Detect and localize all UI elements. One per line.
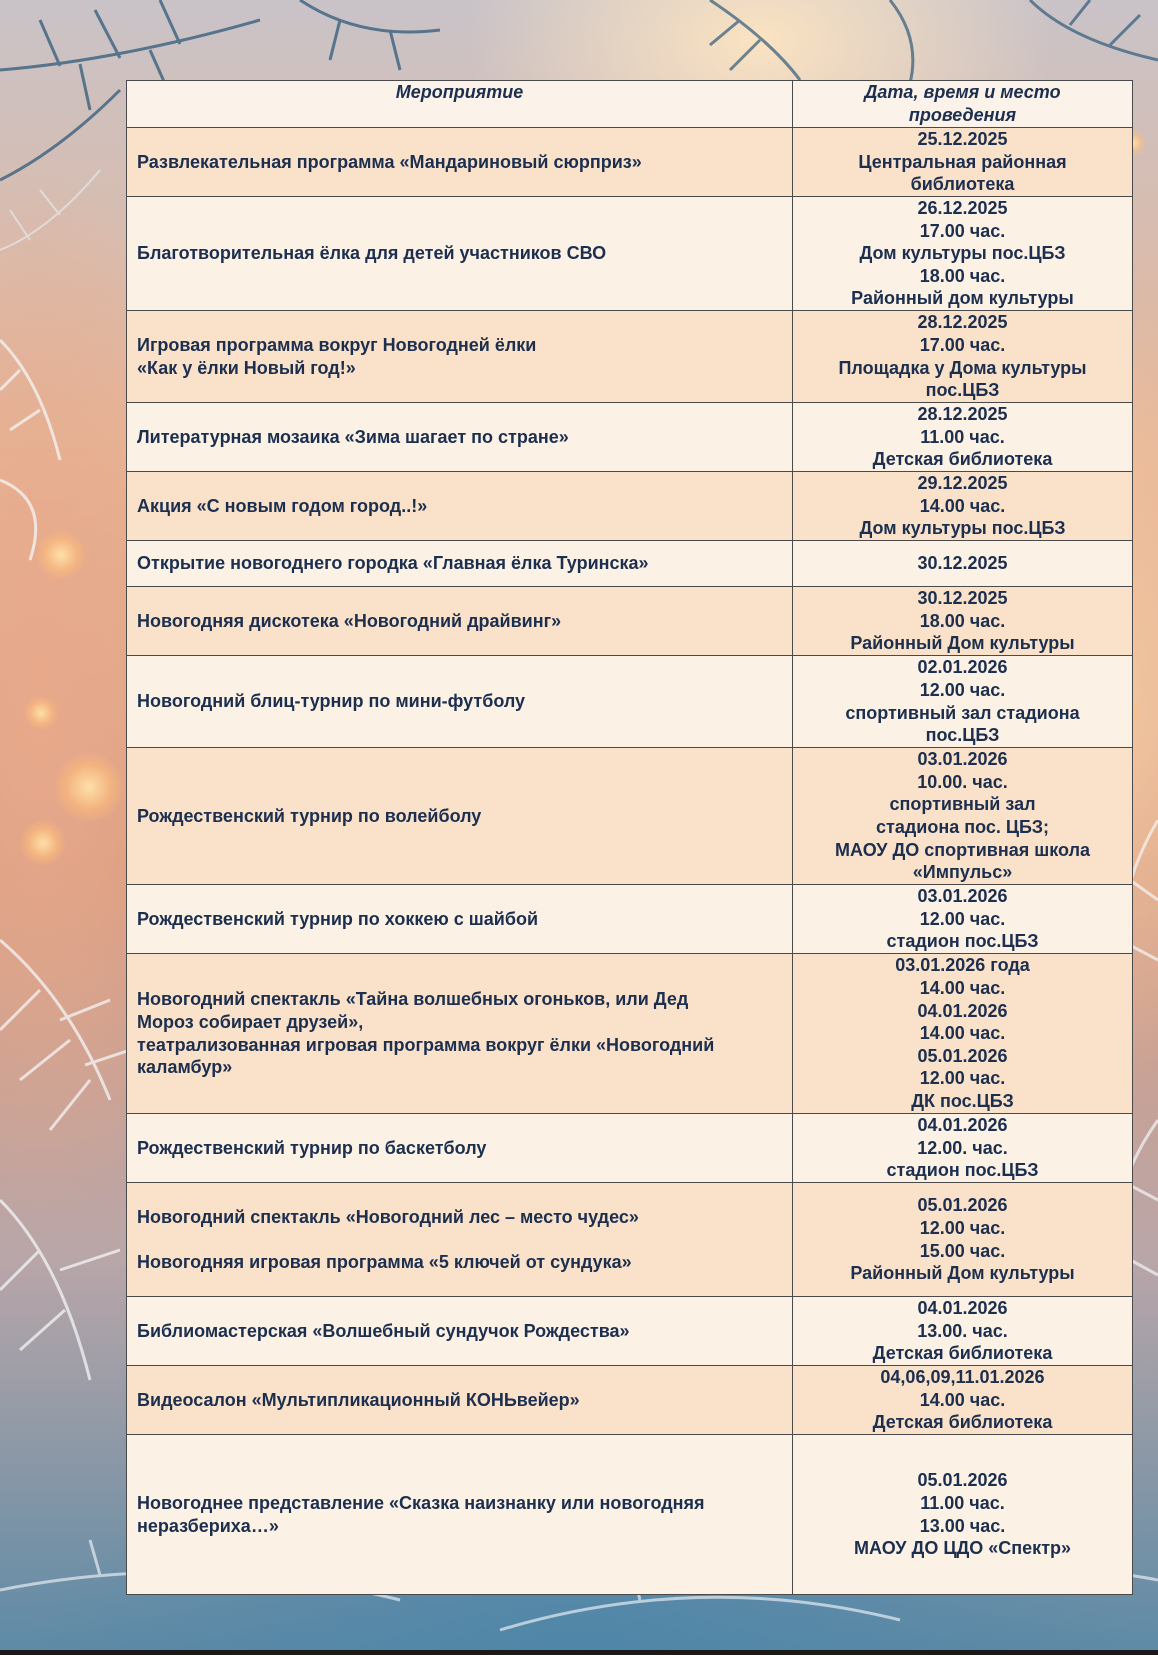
date-place-line: 12.00. час.: [917, 1137, 1008, 1158]
event-line: Благотворительная ёлка для детей участников СВО: [137, 243, 607, 264]
date-place-line: 11.00 час.: [920, 426, 1005, 447]
date-place-line: 12.00 час.: [919, 908, 1006, 929]
event-line: Библиомастерская «Волшебный сундучок Рождества»: [137, 1320, 630, 1341]
event-line: каламбур»: [137, 1057, 233, 1078]
date-place-cell: [793, 587, 1133, 656]
event-line: [137, 1229, 782, 1251]
event-line: Рождественский турнир по баскетболу: [137, 1137, 487, 1158]
event-cell: [127, 885, 793, 954]
bottom-edge: [0, 1650, 1158, 1655]
date-place-line: 14.00 час.: [919, 495, 1006, 516]
table-row: [127, 472, 1133, 541]
bokeh-light: [20, 820, 66, 866]
date-place-line: Детская библиотека: [872, 1412, 1053, 1433]
date-place-line: 18.00 час.: [919, 265, 1006, 286]
header-when-line: Дата, время и место: [864, 82, 1061, 103]
date-place-line: Районный Дом культуры: [850, 633, 1075, 654]
date-place-cell: [793, 541, 1133, 587]
header-event: [127, 81, 793, 128]
date-place-line: 14.00 час.: [919, 1389, 1006, 1410]
table-row: [127, 311, 1133, 403]
date-place-line: 17.00 час.: [919, 220, 1006, 241]
date-place-cell: [793, 311, 1133, 403]
date-place-line: Центральная районная: [858, 151, 1067, 172]
event-cell: [127, 954, 793, 1114]
date-place-line: МАОУ ДО спортивная школа: [834, 839, 1091, 860]
bokeh-light: [24, 696, 58, 730]
bokeh-light: [54, 752, 124, 822]
date-place-line: 28.12.2025: [917, 312, 1008, 333]
bokeh-light: [36, 530, 86, 580]
date-place-cell: [793, 1297, 1133, 1366]
event-line: неразбериха…»: [137, 1515, 279, 1536]
date-place-line: 05.01.2026: [917, 1470, 1008, 1491]
event-cell: [127, 311, 793, 403]
date-place-line: 25.12.2025: [917, 129, 1008, 150]
header-when-line: проведения: [908, 105, 1017, 125]
date-place-line: Детская библиотека: [872, 449, 1053, 470]
event-line: Открытие новогоднего городка «Главная ёлка Туринска»: [137, 553, 649, 574]
event-line: Развлекательная программа «Мандариновый сюрприз»: [137, 151, 642, 172]
event-cell: [127, 587, 793, 656]
event-line: Новогодний блиц-турнир по мини-футболу: [137, 691, 526, 712]
event-line: Новогодний спектакль «Новогодний лес – место чудес»: [137, 1206, 639, 1227]
date-place-line: библиотека: [910, 174, 1015, 195]
date-place-line: 02.01.2026: [917, 657, 1008, 678]
date-place-cell: [793, 656, 1133, 748]
table-row: [127, 885, 1133, 954]
date-place-cell: [793, 1114, 1133, 1183]
date-place-line: 15.00 час.: [919, 1240, 1006, 1261]
date-place-line: 29.12.2025: [917, 473, 1008, 494]
date-place-line: «Импульс»: [912, 862, 1013, 883]
date-place-line: ДК пос.ЦБЗ: [911, 1090, 1014, 1111]
table-row: [127, 748, 1133, 885]
date-place-line: Площадка у Дома культуры: [838, 357, 1087, 378]
date-place-line: Дом культуры пос.ЦБЗ: [859, 243, 1066, 264]
date-place-line: 26.12.2025: [917, 198, 1008, 219]
date-place-line: 04.01.2026: [917, 1298, 1008, 1319]
date-place-line: стадион пос.ЦБЗ: [886, 931, 1039, 952]
date-place-line: стадион пос.ЦБЗ: [886, 1160, 1039, 1181]
event-cell: [127, 1297, 793, 1366]
date-place-line: 17.00 час.: [919, 334, 1006, 355]
table-row: [127, 1366, 1133, 1435]
date-place-line: Районный Дом культуры: [850, 1263, 1075, 1284]
table-row: [127, 128, 1133, 197]
event-line: Акция «С новым годом город..!»: [137, 495, 428, 516]
event-line: Новогодняя дискотека «Новогодний драйвинг»: [137, 610, 562, 631]
date-place-cell: [793, 128, 1133, 197]
date-place-cell: [793, 472, 1133, 541]
date-place-line: 05.01.2026: [917, 1195, 1008, 1216]
date-place-line: Дом культуры пос.ЦБЗ: [859, 518, 1066, 539]
table-row: [127, 1297, 1133, 1366]
event-line: Игровая программа вокруг Новогодней ёлки: [137, 334, 537, 355]
event-line: театрализованная игровая программа вокруг ёлки «Новогодний: [137, 1034, 715, 1055]
event-line: Мороз собирает друзей»,: [137, 1011, 364, 1032]
event-cell: [127, 656, 793, 748]
event-schedule-table: [126, 80, 1133, 1595]
date-place-cell: [793, 197, 1133, 311]
date-place-line: 14.00 час.: [919, 1023, 1006, 1044]
event-line: Новогодний спектакль «Тайна волшебных огоньков, или Дед: [137, 989, 689, 1010]
table-row: [127, 656, 1133, 748]
date-place-line: 11.00 час.: [920, 1492, 1005, 1513]
date-place-line: 04.01.2026: [917, 1115, 1008, 1136]
date-place-cell: [793, 403, 1133, 472]
date-place-line: пос.ЦБЗ: [925, 725, 1000, 746]
event-cell: [127, 197, 793, 311]
date-place-line: Районный дом культуры: [851, 288, 1074, 309]
event-cell: [127, 1366, 793, 1435]
event-line: «Как у ёлки Новый год!»: [137, 357, 356, 378]
table-row: [127, 587, 1133, 656]
event-cell: [127, 1183, 793, 1297]
event-line: Рождественский турнир по хоккею с шайбой: [137, 908, 539, 929]
date-place-line: 03.01.2026: [917, 886, 1008, 907]
date-place-line: 03.01.2026 года: [895, 955, 1030, 976]
date-place-line: 14.00 час.: [919, 978, 1006, 999]
table-row: [127, 954, 1133, 1114]
date-place-cell: [793, 885, 1133, 954]
date-place-line: 12.00 час.: [919, 1068, 1006, 1089]
date-place-line: 04,06,09,11.01.2026: [880, 1367, 1045, 1388]
event-line: Литературная мозаика «Зима шагает по стране»: [137, 426, 569, 447]
date-place-line: МАОУ ДО ЦДО «Спектр»: [853, 1538, 1072, 1559]
table-row: [127, 541, 1133, 587]
table-row: [127, 1183, 1133, 1297]
date-place-line: пос.ЦБЗ: [925, 380, 1000, 401]
date-place-line: стадиона пос. ЦБЗ;: [876, 817, 1049, 837]
date-place-line: 04.01.2026: [917, 1000, 1008, 1021]
date-place-line: 10.00. час.: [917, 771, 1008, 792]
event-cell: [127, 748, 793, 885]
event-cell: [127, 1435, 793, 1595]
date-place-line: 30.12.2025: [917, 588, 1008, 609]
date-place-line: 28.12.2025: [917, 404, 1008, 425]
event-line: Рождественский турнир по волейболу: [137, 805, 482, 826]
date-place-cell: [793, 1435, 1133, 1595]
date-place-line: 03.01.2026: [917, 749, 1008, 770]
date-place-line: Детская библиотека: [872, 1343, 1053, 1364]
date-place-line: спортивный зал стадиона: [845, 702, 1080, 723]
date-place-line: 12.00 час.: [919, 1217, 1006, 1238]
header-when: [793, 81, 1133, 128]
table-row: [127, 197, 1133, 311]
date-place-line: 13.00. час.: [917, 1320, 1008, 1341]
event-cell: [127, 403, 793, 472]
date-place-line: 12.00 час.: [919, 679, 1006, 700]
event-cell: [127, 128, 793, 197]
event-line: Новогодняя игровая программа «5 ключей от сундука»: [137, 1251, 632, 1272]
date-place-cell: [793, 1366, 1133, 1435]
table-row: [127, 1114, 1133, 1183]
event-line: Новогоднее представление «Сказка наизнанку или новогодняя: [137, 1492, 705, 1513]
date-place-line: спортивный зал: [889, 794, 1036, 815]
date-place-line: 13.00 час.: [919, 1515, 1006, 1536]
date-place-line: 05.01.2026: [917, 1045, 1008, 1066]
date-place-line: 30.12.2025: [917, 553, 1008, 574]
date-place-cell: [793, 1183, 1133, 1297]
frost-branches-left: [0, 300, 130, 1550]
date-place-cell: [793, 954, 1133, 1114]
date-place-cell: [793, 748, 1133, 885]
event-cell: [127, 541, 793, 587]
header-event-label: Мероприятие: [395, 82, 524, 102]
date-place-line: 18.00 час.: [919, 610, 1006, 631]
table-row: [127, 403, 1133, 472]
table-header-row: [127, 81, 1133, 128]
event-cell: [127, 472, 793, 541]
event-cell: [127, 1114, 793, 1183]
event-line: Видеосалон «Мультипликационный КОНЬвейер»: [137, 1389, 580, 1410]
table-row: [127, 1435, 1133, 1595]
